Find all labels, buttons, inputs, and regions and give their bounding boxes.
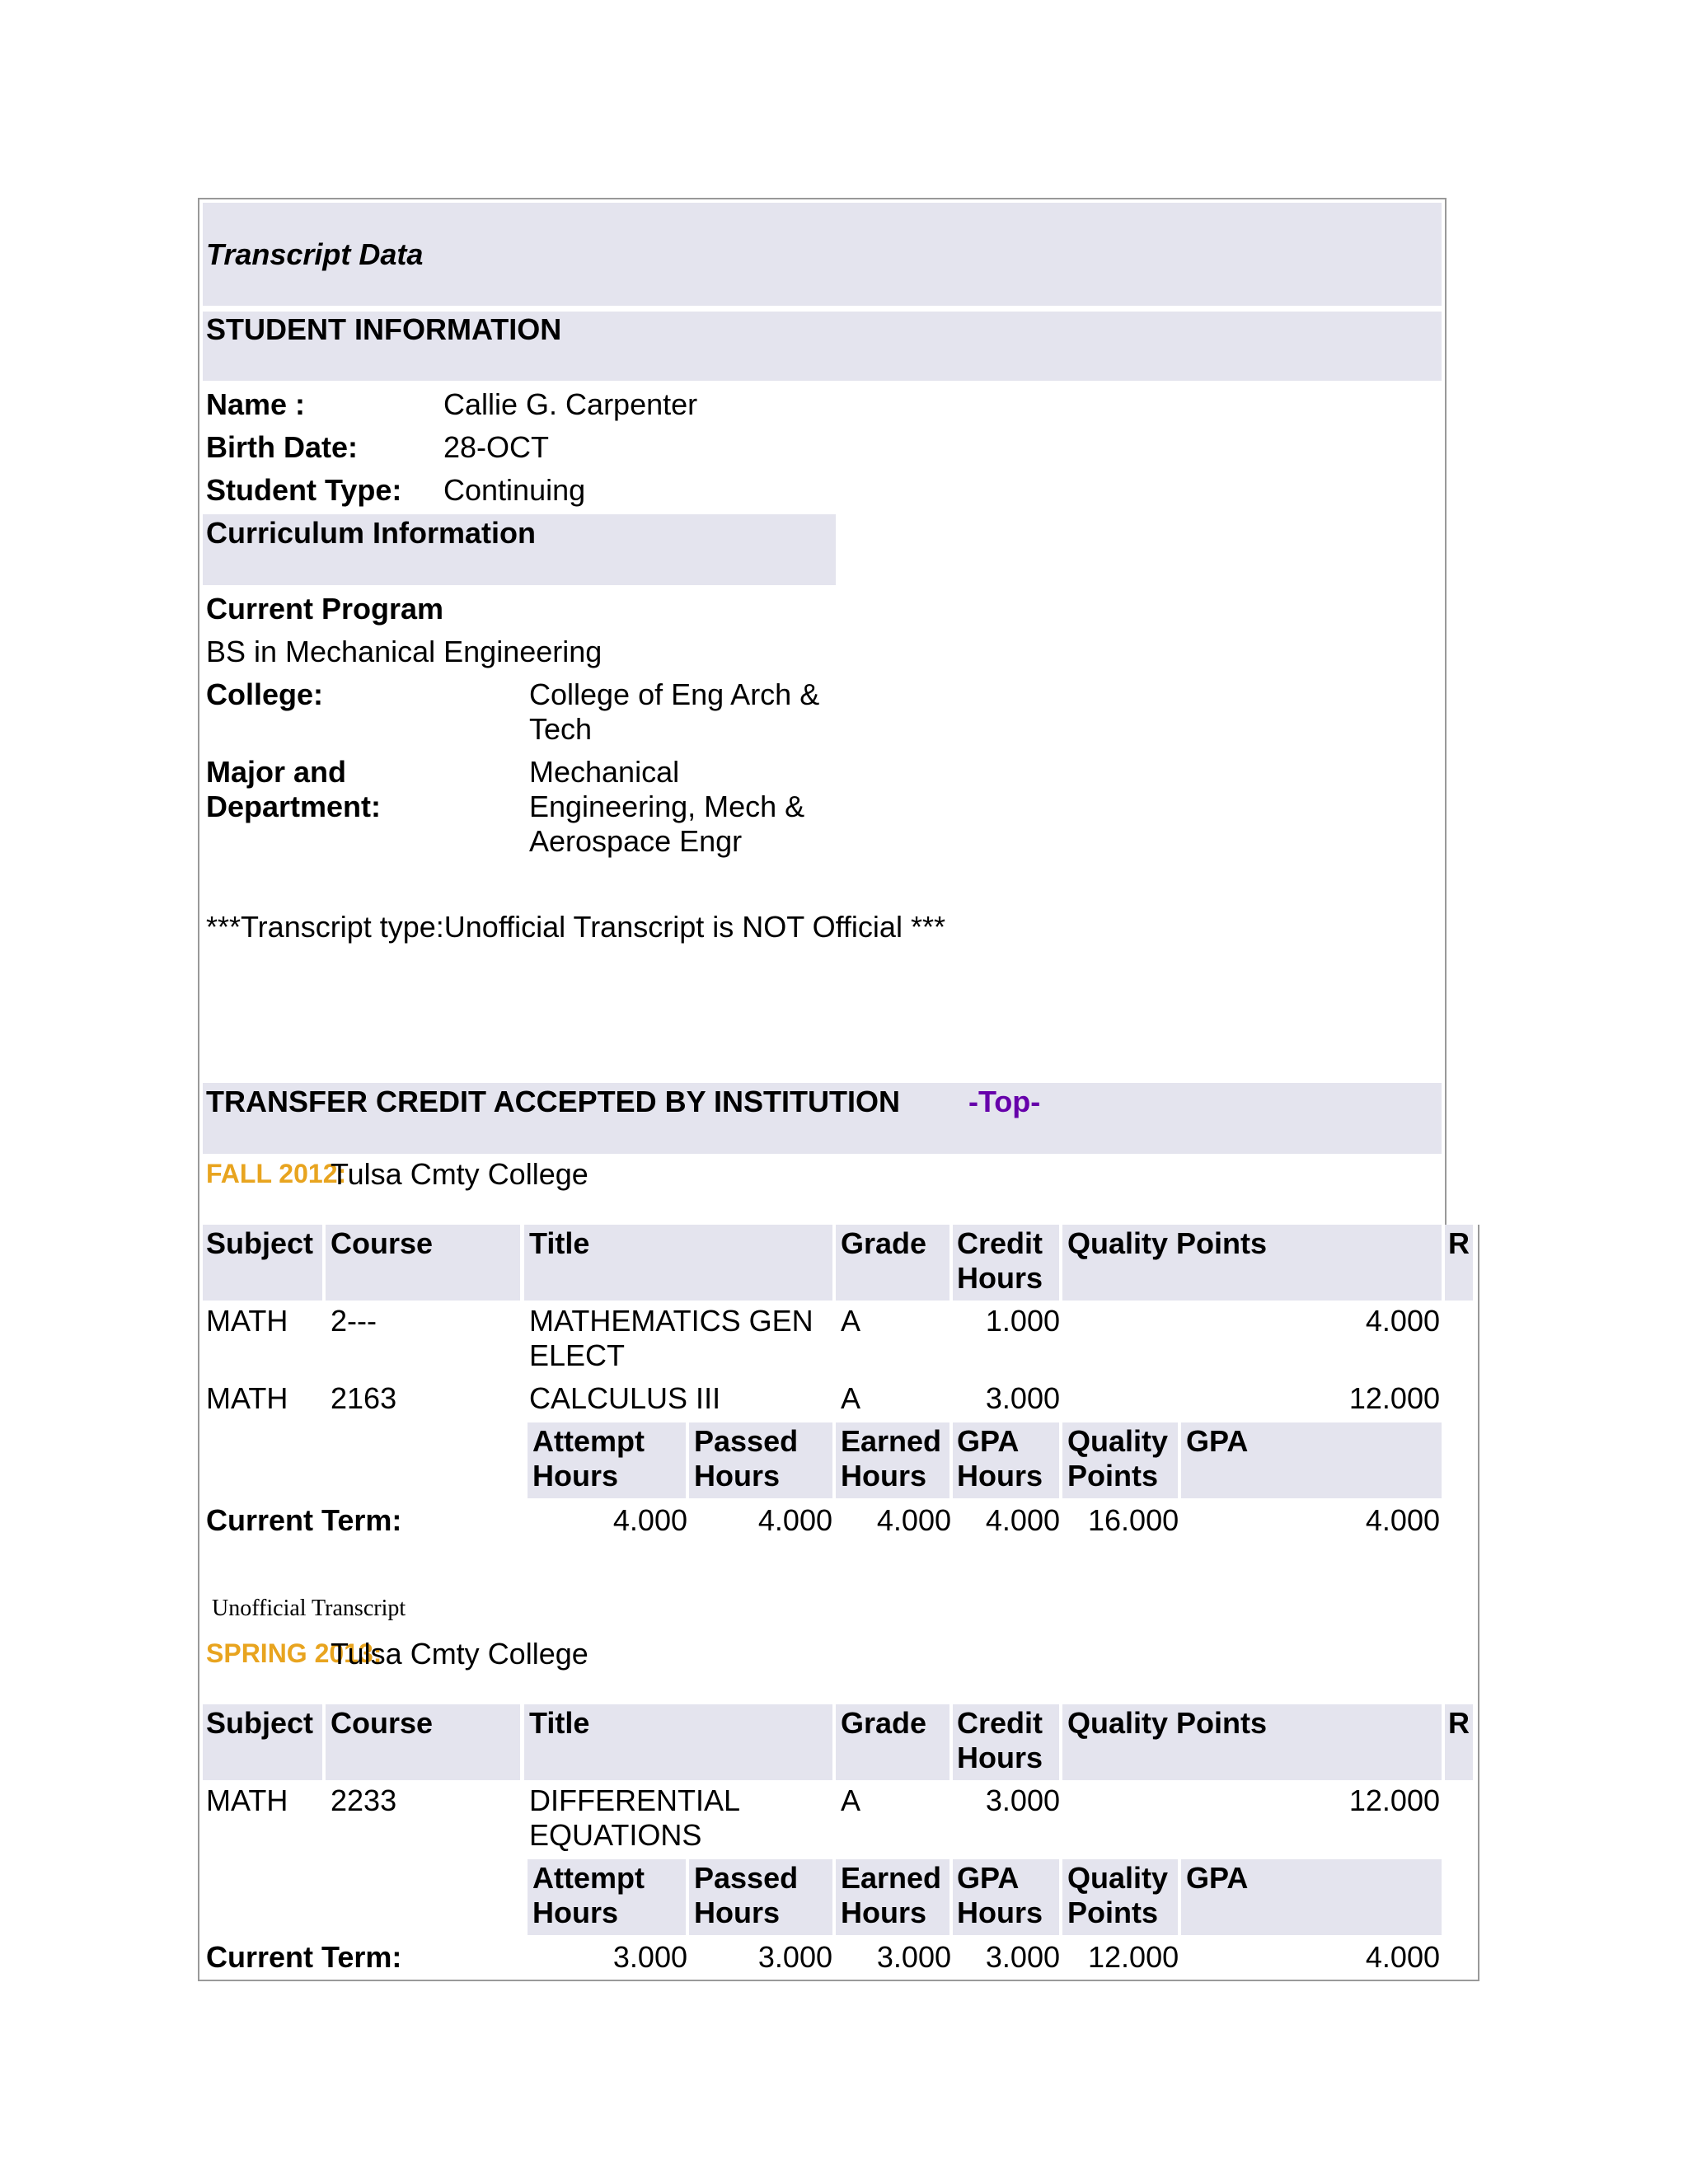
birth-date-value: 28-OCT	[443, 430, 550, 464]
bottom-border	[198, 1980, 1479, 1981]
current-attempt: 4.000	[612, 1503, 687, 1537]
student-type-value: Continuing	[443, 473, 586, 507]
college-label: College:	[206, 677, 324, 711]
sum-col-attempt: Attempt Hours	[532, 1424, 645, 1493]
college-value: College of Eng Arch & Tech	[529, 677, 820, 746]
col-course: Course	[331, 1706, 434, 1740]
sum-col-passed: Passed Hours	[694, 1861, 799, 1929]
current-earned: 4.000	[876, 1503, 951, 1537]
col-subject: Subject	[206, 1226, 314, 1260]
sum-col-gpa-hours: GPA Hours	[957, 1424, 1043, 1493]
sum-col-attempt: Attempt Hours	[532, 1861, 645, 1929]
sum-col-quality: Quality Points	[1067, 1861, 1169, 1929]
birth-date-label: Birth Date:	[206, 430, 359, 464]
course-subject: MATH	[206, 1304, 288, 1338]
col-credit-hours: Credit Hours	[957, 1226, 1043, 1295]
sum-col-gpa: GPA	[1186, 1861, 1249, 1895]
course-title: CALCULUS III	[529, 1381, 721, 1415]
current-attempt: 3.000	[612, 1940, 687, 1974]
col-r: R	[1448, 1226, 1470, 1260]
course-title: DIFFERENTIAL EQUATIONS	[529, 1783, 739, 1852]
col-credit-hours: Credit Hours	[957, 1706, 1043, 1774]
current-gpa-hours: 3.000	[985, 1940, 1060, 1974]
term-institution: Tulsa Cmty College	[331, 1157, 588, 1191]
current-gpa: 4.000	[1365, 1940, 1440, 1974]
course-credit-hours: 3.000	[985, 1783, 1060, 1817]
current-gpa-hours: 4.000	[985, 1503, 1060, 1537]
current-term-label: Current Term:	[206, 1940, 402, 1974]
col-title: Title	[529, 1226, 590, 1260]
unofficial-transcript-note: Unofficial Transcript	[212, 1596, 406, 1621]
name-label: Name :	[206, 387, 306, 421]
top-border	[198, 198, 1447, 199]
transfer-heading: TRANSFER CREDIT ACCEPTED BY INSTITUTION	[206, 1085, 901, 1118]
current-program-label: Current Program	[206, 592, 444, 626]
col-grade: Grade	[841, 1706, 927, 1740]
course-grade: A	[841, 1381, 861, 1415]
course-number: 2233	[331, 1783, 397, 1817]
current-program-value: BS in Mechanical Engineering	[206, 635, 603, 668]
course-quality-points: 12.000	[1348, 1381, 1440, 1415]
current-passed: 3.000	[757, 1940, 832, 1974]
term-label-spring-2013: SPRING 2013:	[206, 1638, 382, 1668]
col-grade: Grade	[841, 1226, 927, 1260]
sum-col-gpa-hours: GPA Hours	[957, 1861, 1043, 1929]
col-quality-points: Quality Points	[1067, 1226, 1268, 1260]
col-course: Course	[331, 1226, 434, 1260]
top-link[interactable]: -Top-	[968, 1085, 1041, 1118]
transcript-type-note: ***Transcript type:Unofficial Transcript is NOT Official ***	[206, 910, 945, 944]
course-grade: A	[841, 1783, 861, 1817]
current-quality: 12.000	[1088, 1940, 1179, 1974]
name-value: Callie G. Carpenter	[443, 387, 698, 421]
col-title: Title	[529, 1706, 590, 1740]
curriculum-heading: Curriculum Information	[206, 516, 537, 550]
right-border-lower	[1478, 1225, 1479, 1981]
page-title: Transcript Data	[206, 237, 424, 271]
sum-col-gpa: GPA	[1186, 1424, 1249, 1458]
sum-col-quality: Quality Points	[1067, 1424, 1169, 1493]
sum-col-earned: Earned Hours	[841, 1861, 942, 1929]
course-subject: MATH	[206, 1783, 288, 1817]
left-border	[198, 198, 199, 1981]
course-title: MATHEMATICS GEN ELECT	[529, 1304, 814, 1372]
current-gpa: 4.000	[1365, 1503, 1440, 1537]
col-r: R	[1448, 1706, 1470, 1740]
current-earned: 3.000	[876, 1940, 951, 1974]
course-credit-hours: 3.000	[985, 1381, 1060, 1415]
sum-col-passed: Passed Hours	[694, 1424, 799, 1493]
course-quality-points: 4.000	[1365, 1304, 1440, 1338]
course-subject: MATH	[206, 1381, 288, 1415]
course-quality-points: 12.000	[1348, 1783, 1440, 1817]
current-passed: 4.000	[757, 1503, 832, 1537]
major-label: Major and Department:	[206, 755, 382, 823]
course-number: 2---	[331, 1304, 377, 1338]
current-quality: 16.000	[1088, 1503, 1179, 1537]
sum-col-earned: Earned Hours	[841, 1424, 942, 1493]
col-subject: Subject	[206, 1706, 314, 1740]
col-quality-points: Quality Points	[1067, 1706, 1268, 1740]
term-institution: Tulsa Cmty College	[331, 1637, 588, 1671]
course-grade: A	[841, 1304, 861, 1338]
course-number: 2163	[331, 1381, 397, 1415]
current-term-label: Current Term:	[206, 1503, 402, 1537]
student-info-heading: STUDENT INFORMATION	[206, 312, 562, 346]
course-credit-hours: 1.000	[985, 1304, 1060, 1338]
right-border-upper	[1445, 198, 1447, 1225]
student-type-label: Student Type:	[206, 473, 402, 507]
major-value: Mechanical Engineering, Mech & Aerospace Engr	[529, 755, 805, 858]
term-label-fall-2012: FALL 2012:	[206, 1159, 347, 1188]
